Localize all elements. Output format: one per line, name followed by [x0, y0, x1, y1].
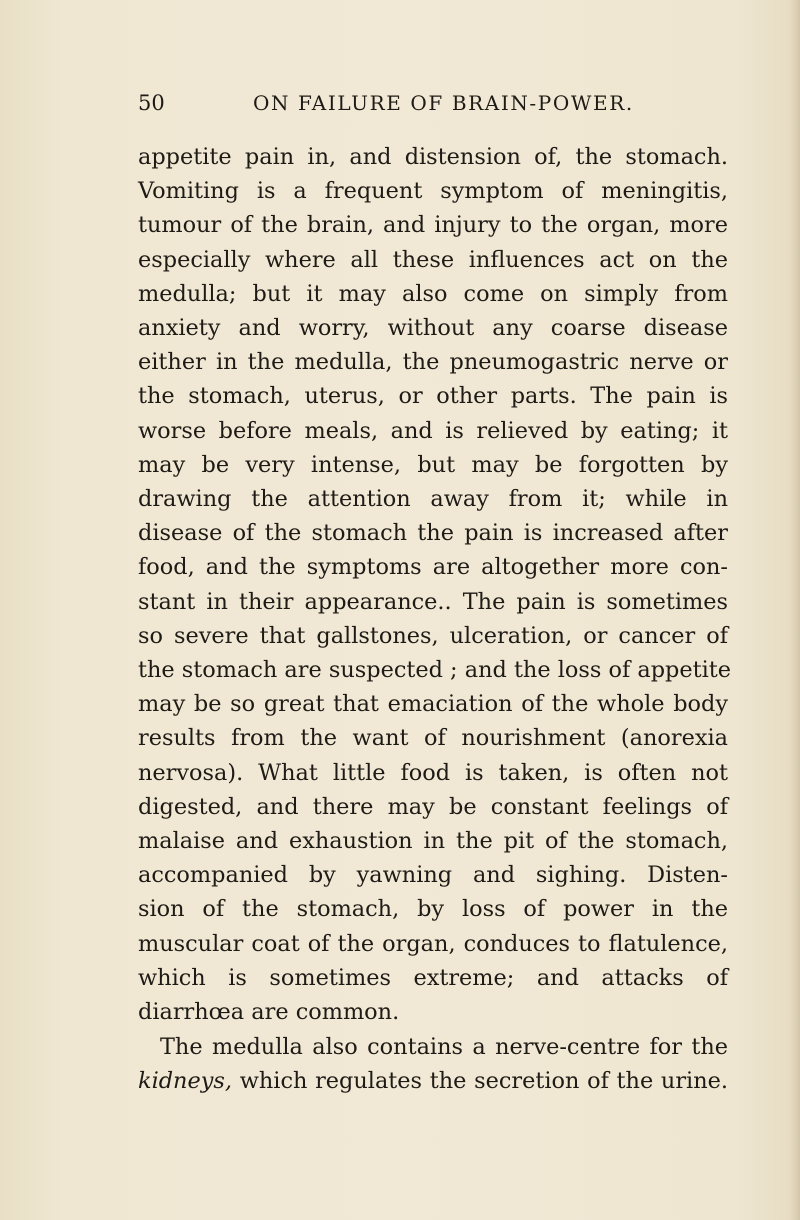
text-line: diarrhœa are common.: [138, 999, 400, 1026]
text-line: either in the medulla, the pneumogastric nerve or: [138, 349, 728, 376]
page-edge-shadow: [790, 0, 800, 1220]
text-line: accompanied by yawning and sighing. Disten-: [138, 862, 728, 889]
paragraph-1: [138, 140, 732, 1029]
text-line: disease of the stomach the pain is increased after: [138, 520, 728, 547]
text-line: appetite pain in, and distension of, the stomach.: [138, 144, 728, 170]
italic-term: kidneys,: [138, 1068, 232, 1095]
text-line: [138, 1064, 728, 1098]
text-fragment: which regulates the secretion of the urine.: [232, 1068, 728, 1095]
text-line: malaise and exhaustion in the pit of the stomach,: [138, 828, 728, 855]
text-line: stant in their appearance.. The pain is sometimes: [138, 588, 728, 615]
text-line: sion of the stomach, by loss of power in the: [138, 896, 728, 923]
text-line: may be very intense, but may be forgotten by: [138, 451, 728, 478]
text-line: anxiety and worry, without any coarse disease: [138, 315, 728, 342]
text-line: muscular coat of the organ, conduces to flatulence,: [138, 930, 728, 957]
text-line: The medulla also contains a nerve-centre for the: [160, 1034, 728, 1060]
text-line: medulla; but it may also come on simply from: [138, 280, 728, 307]
text-line: worse before meals, and is relieved by eating; it: [138, 417, 728, 444]
text-line: results from the want of nourishment (anorexia: [138, 725, 728, 752]
text-line: the stomach are suspected ; and the loss of appetite: [138, 657, 732, 684]
text-line: especially where all these influences act on the: [138, 246, 728, 273]
running-head: [138, 88, 728, 118]
text-line: digested, and there may be constant feelings of: [138, 793, 728, 820]
text-line: so severe that gallstones, ulceration, or cancer of: [138, 622, 728, 649]
text-line: food, and the symptoms are altogether more con-: [138, 554, 728, 581]
text-line: tumour of the brain, and injury to the organ, more: [138, 212, 728, 239]
text-line: the stomach, uterus, or other parts. The pain is: [138, 383, 728, 410]
text-line: Vomiting is a frequent symptom of meningitis,: [138, 178, 728, 205]
running-title: ON FAILURE OF BRAIN-POWER.: [253, 91, 634, 115]
text-line: drawing the attention away from it; while in: [138, 486, 728, 513]
paragraph-2: [138, 1030, 728, 1098]
text-line: nervosa). What little food is taken, is often not: [138, 759, 728, 786]
text-line: which is sometimes extreme; and attacks of: [138, 964, 728, 991]
page-number: 50: [138, 91, 165, 115]
text-line: may be so great that emaciation of the whole body: [138, 691, 728, 718]
